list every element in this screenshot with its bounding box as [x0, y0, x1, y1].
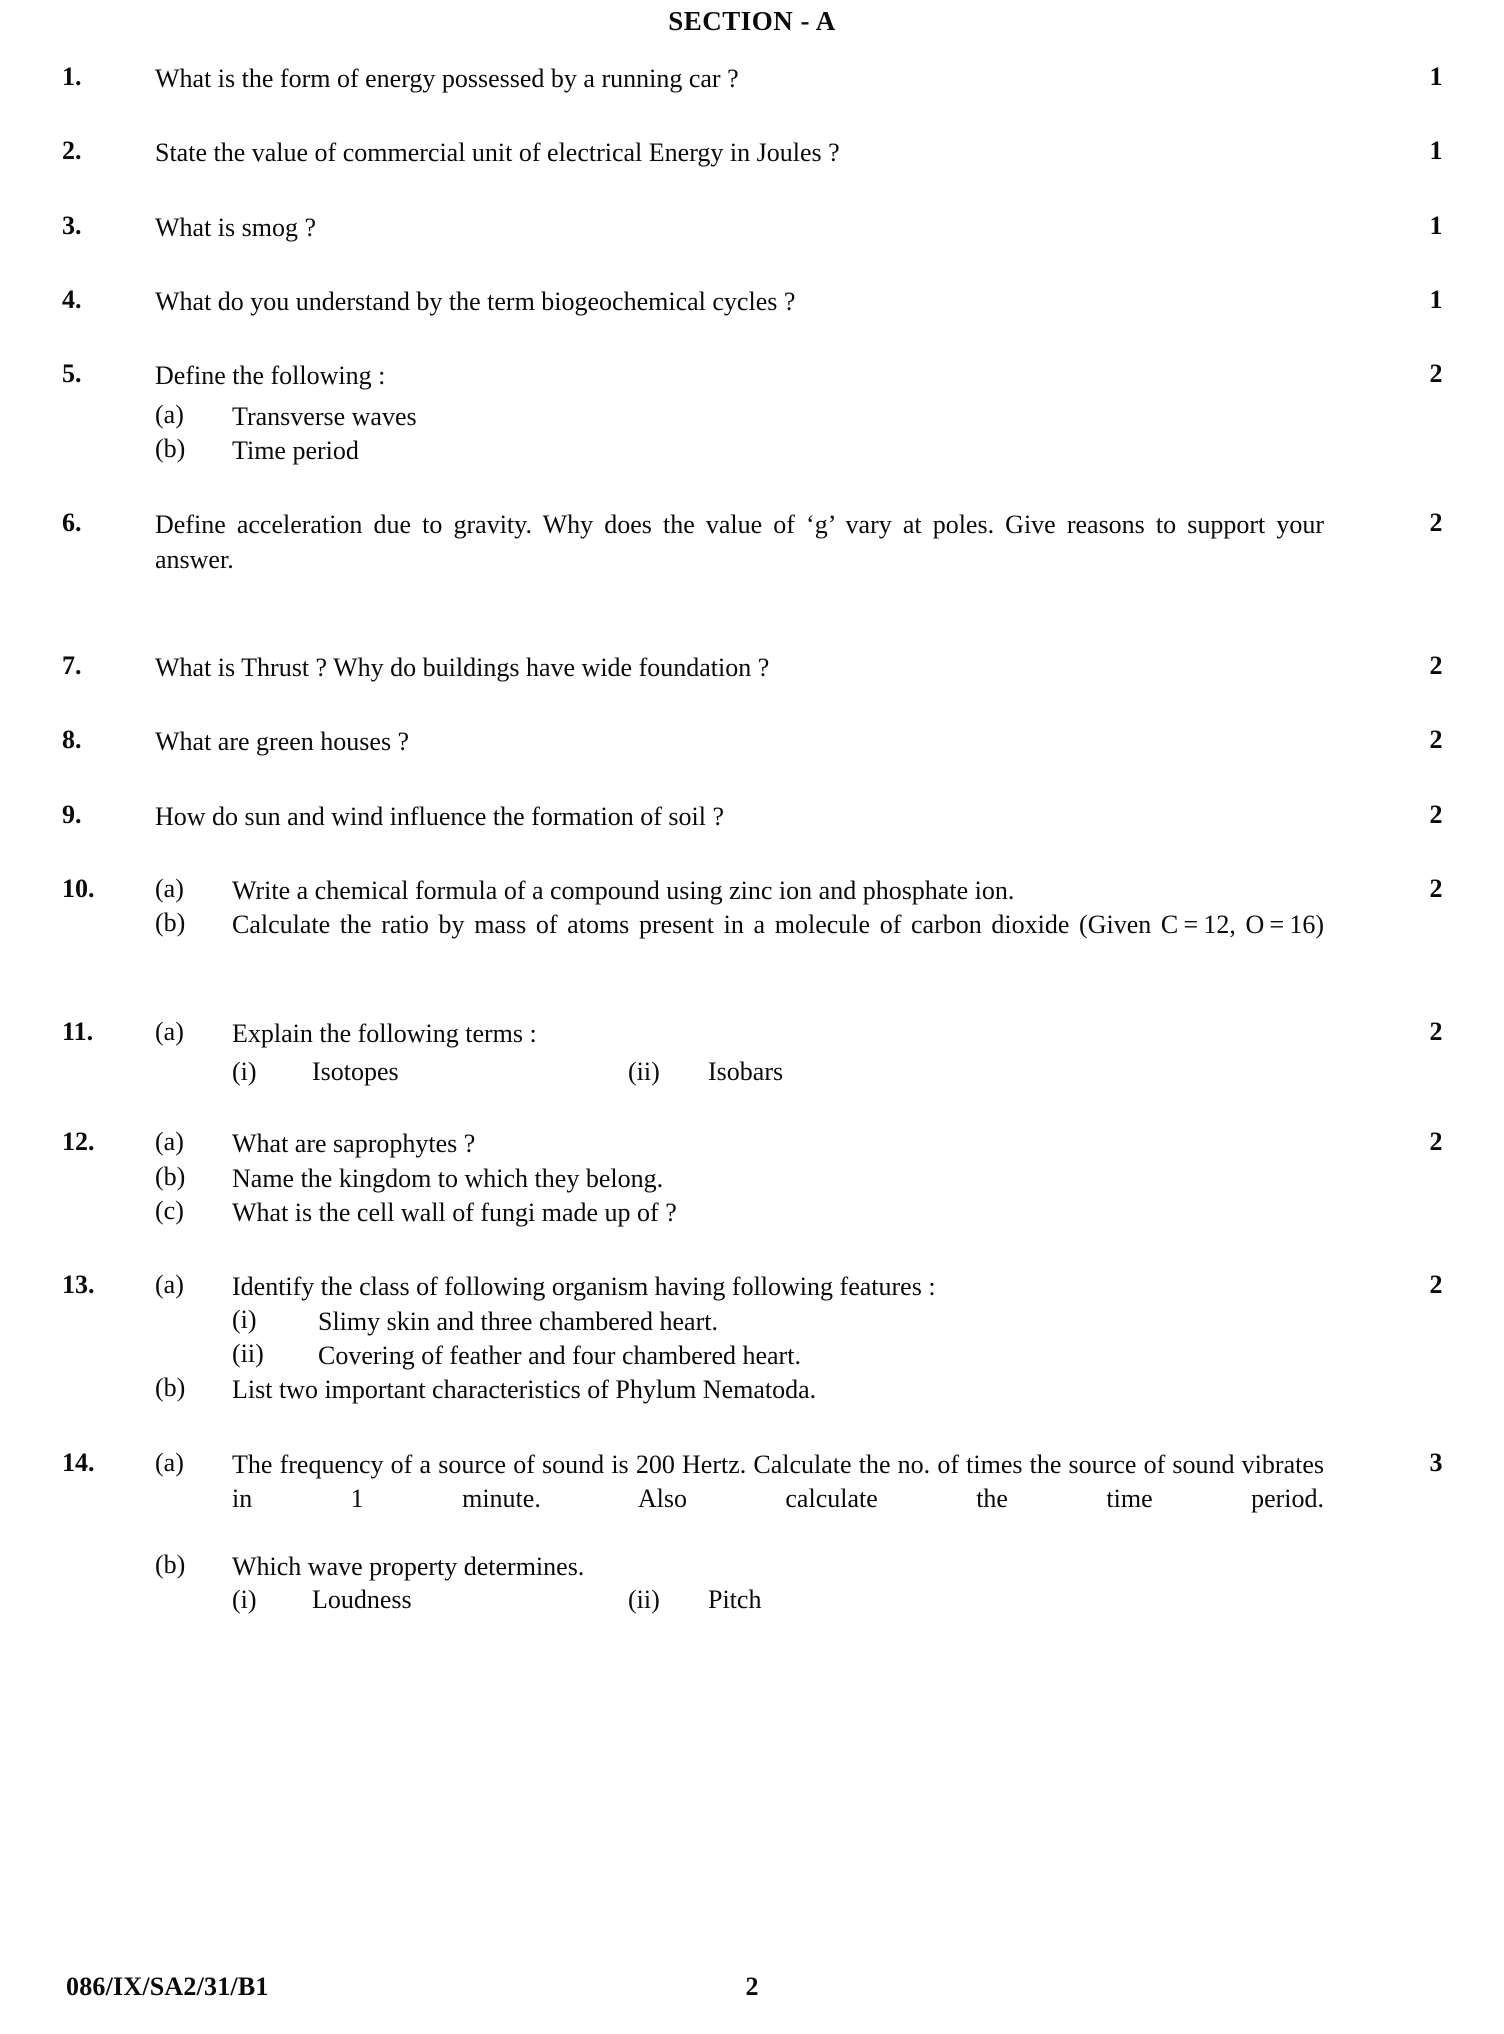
- question-marks: 3: [1429, 1447, 1443, 1477]
- question-roman-item: [0, 1339, 1504, 1373]
- question-item-10: [0, 874, 1504, 977]
- question-number: 2.: [62, 136, 82, 166]
- question-item-8: [0, 725, 1504, 759]
- roman-label-i: (i): [232, 1304, 257, 1334]
- subitem-text: Time period: [232, 435, 359, 465]
- question-marks: 2: [1429, 508, 1443, 538]
- paper-code: 086/IX/SA2/31/B1: [66, 1972, 269, 2001]
- question-text: What is smog ?: [155, 212, 317, 242]
- roman-label-ii: (ii): [628, 1057, 660, 1087]
- subitem-label: (b): [155, 433, 186, 463]
- subitem-text: What is the cell wall of fungi made up of ?: [232, 1197, 677, 1227]
- question-marks: 2: [1429, 799, 1443, 829]
- question-subitem: [0, 1373, 1504, 1407]
- question-marks: 1: [1429, 284, 1443, 314]
- question-number: 12.: [62, 1127, 95, 1157]
- subitem-label: (c): [155, 1195, 184, 1225]
- question-item-9: [0, 800, 1504, 834]
- question-number: 10.: [62, 874, 95, 904]
- subitem-label: (b): [155, 908, 186, 938]
- subitem-text: Explain the following terms :: [232, 1019, 537, 1048]
- page-number: 2: [745, 1972, 759, 2001]
- subitem-label: (b): [155, 1161, 186, 1191]
- question-text: What is the form of energy possessed by a running car ?: [155, 64, 739, 93]
- roman-text-i: Loudness: [312, 1584, 412, 1614]
- question-item-7: [0, 651, 1504, 685]
- question-roman-pair: [0, 1585, 1504, 1615]
- question-subitem: [0, 434, 1504, 468]
- question-marks: 2: [1429, 1127, 1443, 1157]
- subitem-label: (a): [155, 399, 184, 429]
- question-subitem: [0, 1270, 1504, 1304]
- question-subitem: [0, 874, 1504, 908]
- subitem-text: Name the kingdom to which they belong.: [232, 1163, 664, 1193]
- question-number: 9.: [62, 799, 82, 829]
- subitem-text: What are saprophytes ?: [232, 1129, 476, 1159]
- question-marks: 1: [1429, 62, 1443, 91]
- page-footer: [0, 1972, 1504, 2012]
- subitem-label: (a): [155, 1017, 184, 1046]
- question-text: Define acceleration due to gravity. Why does the value of ‘g’ vary at poles. Give reasons to support your answer.: [155, 510, 1324, 574]
- subitem-text: Calculate the ratio by mass of atoms present in a molecule of carbon dioxide (Given C = 12, O = 16): [232, 910, 1324, 940]
- question-text: What is Thrust ? Why do buildings have wide foundation ?: [155, 653, 770, 683]
- subitem-text: The frequency of a source of sound is 200 Hertz. Calculate the no. of times the source of sound vibrates in 1 minute. Also calculate the time period.: [232, 1449, 1324, 1513]
- question-item-6: [0, 508, 1504, 611]
- question-marks: 2: [1429, 1270, 1443, 1300]
- question-number: 1.: [62, 62, 82, 91]
- question-item-12: [0, 1127, 1504, 1230]
- subitem-label: (a): [155, 1127, 184, 1157]
- question-text: How do sun and wind influence the formation of soil ?: [155, 801, 724, 831]
- question-text: State the value of commercial unit of electrical Energy in Joules ?: [155, 138, 840, 168]
- section-heading: SECTION - A: [668, 6, 836, 36]
- roman-text-ii: Covering of feather and four chambered heart.: [318, 1340, 801, 1370]
- question-list: [0, 62, 1504, 1615]
- question-number: 7.: [62, 651, 82, 681]
- question-number: 6.: [62, 508, 82, 538]
- question-marks: 2: [1429, 1017, 1443, 1046]
- subitem-label: (a): [155, 1447, 184, 1477]
- question-marks: 2: [1429, 359, 1443, 389]
- roman-text-i: Slimy skin and three chambered heart.: [318, 1306, 718, 1336]
- subitem-text: List two important characteristics of Phylum Nematoda.: [232, 1375, 817, 1405]
- question-number: 8.: [62, 725, 82, 755]
- roman-text-ii: Pitch: [708, 1584, 762, 1614]
- question-text: What are green houses ?: [155, 727, 410, 757]
- question-item-1: [0, 62, 1504, 96]
- roman-label-ii: (ii): [232, 1338, 264, 1368]
- question-number: 14.: [62, 1447, 95, 1477]
- question-marks: 1: [1429, 136, 1443, 166]
- question-item-3: [0, 211, 1504, 245]
- question-number: 13.: [62, 1270, 95, 1300]
- question-item-14: [0, 1448, 1504, 1615]
- question-subitem: [0, 1448, 1504, 1551]
- subitem-label: (b): [155, 1373, 186, 1403]
- question-text: What do you understand by the term biogeochemical cycles ?: [155, 286, 796, 316]
- subitem-text: Which wave property determines.: [232, 1552, 585, 1582]
- question-item-2: [0, 136, 1504, 170]
- roman-label-i: (i): [232, 1584, 257, 1614]
- question-subitem: [0, 400, 1504, 434]
- question-marks: 1: [1429, 210, 1443, 240]
- question-subitem: [0, 908, 1504, 977]
- question-subitem: [0, 1550, 1504, 1584]
- question-number: 3.: [62, 210, 82, 240]
- question-subitem: [0, 1162, 1504, 1196]
- subitem-text: Identify the class of following organism having following features :: [232, 1272, 936, 1302]
- question-marks: 2: [1429, 651, 1443, 681]
- question-item-4: [0, 285, 1504, 319]
- question-number: 5.: [62, 359, 82, 389]
- question-roman-item: [0, 1305, 1504, 1339]
- question-marks: 2: [1429, 874, 1443, 904]
- question-text: Define the following :: [155, 361, 386, 391]
- question-subitem: [0, 1127, 1504, 1161]
- roman-label-i: (i): [232, 1057, 257, 1087]
- question-number: 11.: [62, 1017, 94, 1046]
- question-item-5: [0, 359, 1504, 468]
- subitem-label: (a): [155, 1270, 184, 1300]
- question-item-13: [0, 1270, 1504, 1407]
- subitem-label: (b): [155, 1550, 186, 1580]
- question-subitem: [0, 1196, 1504, 1230]
- question-marks: 2: [1429, 725, 1443, 755]
- roman-label-ii: (ii): [628, 1584, 660, 1614]
- question-item-11: [0, 1017, 1504, 1087]
- subitem-text: Write a chemical formula of a compound using zinc ion and phosphate ion.: [232, 876, 1015, 906]
- question-roman-pair: [0, 1057, 1504, 1087]
- subitem-label: (a): [155, 874, 184, 904]
- question-number: 4.: [62, 284, 82, 314]
- roman-text-i: Isotopes: [312, 1057, 399, 1087]
- subitem-text: Transverse waves: [232, 401, 417, 431]
- roman-text-ii: Isobars: [708, 1057, 784, 1087]
- question-subitem: [0, 1017, 1504, 1051]
